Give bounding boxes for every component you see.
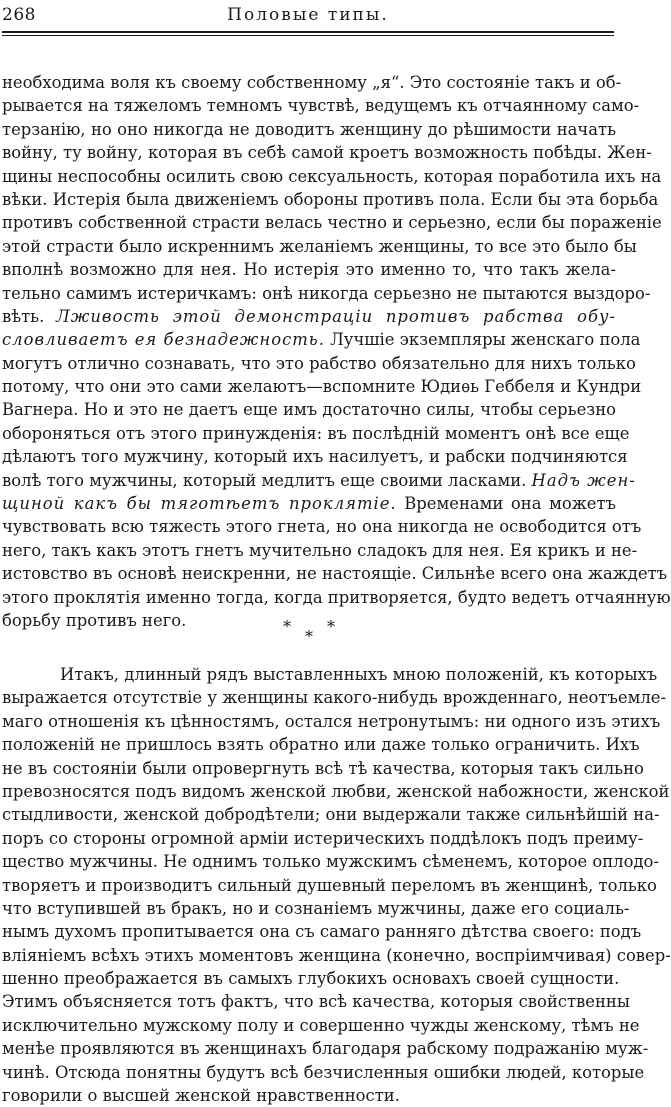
- text-run: вѣть.: [2, 306, 57, 326]
- text-run: волѣ того мужчины, который медлитъ еще своими ласками.: [2, 470, 532, 490]
- text-line: щество мужчины. Не однимъ только мужскимъ сѣменемъ, которое оплодо-: [2, 852, 659, 872]
- text-line: этого проклятiя именно тогда, когда притворяется, будто ведетъ отчаянную: [2, 587, 671, 607]
- text-line: выражается отсутствiе у женщины какого-нибудь врожденнаго, неотъемле-: [2, 688, 666, 708]
- text-line: истовство въ основѣ неискренни, не настоящiе. Сильнѣе всего она жаждетъ: [2, 564, 668, 584]
- text-run: Временами она можетъ: [396, 494, 616, 514]
- text-line: Вагнера. Но и это не даетъ еще имъ достаточно силы, чтобы серьезно: [2, 400, 616, 420]
- emphasized-text: Надъ жен-: [531, 470, 636, 490]
- text-line: [2, 305, 616, 328]
- text-line: [2, 469, 636, 492]
- emphasized-text: щиной какъ бы тяготѣетъ проклятiе.: [2, 494, 397, 514]
- text-line: войну, ту войну, которая въ себѣ самой кроетъ возможность побѣды. Жен-: [2, 143, 652, 163]
- text-line: потому, что они это сами желаютъ—вспомните Юдиѳь Геббеля и Кундри: [2, 377, 642, 397]
- paragraph-1: [2, 71, 671, 632]
- text-line: тельно самимъ истеричкамъ: онѣ никогда серьезно не пытаются выздоро-: [2, 283, 651, 303]
- text-line: него, такъ какъ этотъ гнетъ мучительно сладокъ для нея. Ея крикъ и не-: [2, 540, 638, 560]
- text-line: что вступившей въ бракъ, но и сознанiемъ мужчины, даже его социаль-: [2, 898, 630, 918]
- text-line: необходима воля къ своему собственному „я“. Это состоянiе такъ и об-: [2, 73, 622, 92]
- text-line: маго отношенiя къ цѣнностямъ, остался нетронутымъ: ни одного изъ этихъ: [2, 711, 661, 731]
- running-title: Половые типы.: [227, 5, 389, 25]
- text-line: Итакъ, длинный рядъ выставленныхъ мною положенiй, къ которыхъ: [60, 665, 658, 684]
- text-line: чувствовать всю тяжесть этого гнета, но она никогда не освободится отъ: [2, 517, 642, 537]
- text-line: чинѣ. Отсюда понятны будутъ всѣ безчисленныя ошибки людей, которые: [2, 1062, 645, 1082]
- text-line: обороняться отъ этого принужденiя: въ послѣднiй моментъ онѣ все еще: [2, 423, 630, 443]
- text-line: Этимъ объясняется тотъ фактъ, что всѣ качества, которыя свойственны: [2, 992, 630, 1012]
- text-line: дѣлаютъ того мужчину, который ихъ насилуетъ, и рабски подчиняются: [2, 447, 628, 467]
- page-header: [2, 4, 614, 30]
- text-line: не въ состоянiи были опровергнуть всѣ тѣ качества, которыя такъ сильно: [2, 758, 644, 778]
- header-rule-thin: [2, 35, 614, 36]
- text-line: вѣки. Истерiя была движенiемъ обороны противъ пола. Если бы эта борьба: [2, 189, 659, 209]
- text-line: нымъ духомъ пропитывается она съ самаго ранняго дѣтства своего: подъ: [2, 922, 642, 942]
- text-line: стыдливости, женской добродѣтели; они выдержали также сильнѣйшiй на-: [2, 805, 660, 825]
- text-run: Лучшiе экземпляры женскаго пола: [324, 330, 641, 350]
- text-line: исключительно мужскому полу и совершенно чужды женскому, тѣмъ не: [2, 1015, 640, 1035]
- paragraph-2: [2, 663, 671, 1107]
- text-line: поръ со стороны огромной армiи истерическихъ поддѣлокъ подъ преиму-: [2, 828, 644, 848]
- text-line: превозносятся подъ видомъ женской любви, женской набожности, женской: [2, 781, 670, 801]
- separator-star: *: [305, 627, 313, 646]
- text-line: терзанiю, но оно никогда не доводитъ женщину до рѣшимости начать: [2, 119, 616, 139]
- text-line: шенно преображается въ самыхъ глубокихъ основахъ своей сущности.: [2, 969, 620, 989]
- text-line: влiянiемъ всѣхъ этихъ моментовъ женщина (конечно, воспрiимчивая) совер-: [2, 945, 671, 965]
- separator-star: *: [327, 617, 335, 636]
- header-rule-thick: [2, 31, 614, 33]
- text-line: щины неспособны осилить свою сексуальность, которая поработила ихъ на: [2, 166, 662, 186]
- text-line: положенiй не пришлось взять обратно или даже только ограничить. Ихъ: [2, 735, 640, 755]
- page-number: 268: [2, 5, 36, 25]
- text-line: говорили о высшей женской нравственности.: [2, 1086, 400, 1106]
- text-line: [2, 328, 641, 351]
- text-line: могутъ отлично сознавать, что это рабство обязательно для нихъ только: [2, 353, 636, 373]
- text-line: вполнѣ возможно для нея. Но истерiя это именно то, что такъ желa-: [2, 260, 616, 280]
- text-line: творяетъ и производитъ сильный душевный переломъ въ женщинѣ, только: [2, 875, 657, 895]
- emphasized-text: словливаетъ ея безнадежность.: [2, 330, 325, 350]
- text-line: противъ собственной страсти велась честно и серьезно, если бы пораженiе: [2, 213, 662, 233]
- text-line: борьбу противъ него.: [2, 610, 187, 630]
- text-line: этой страсти было искреннимъ желанiемъ женщины, то все это было бы: [2, 236, 637, 256]
- text-line: менѣе проявляются въ женщинахъ благодаря рабскому подражанiю муж-: [2, 1039, 649, 1059]
- emphasized-text: Лживость этой демонстрацiи противъ рабства обу-: [56, 306, 616, 326]
- text-line: рывается на тяжеломъ темномъ чувствѣ, ведущемъ къ отчаянному само-: [2, 96, 640, 116]
- separator-star: *: [283, 617, 291, 636]
- section-separator: [0, 617, 620, 647]
- text-line: [2, 492, 616, 515]
